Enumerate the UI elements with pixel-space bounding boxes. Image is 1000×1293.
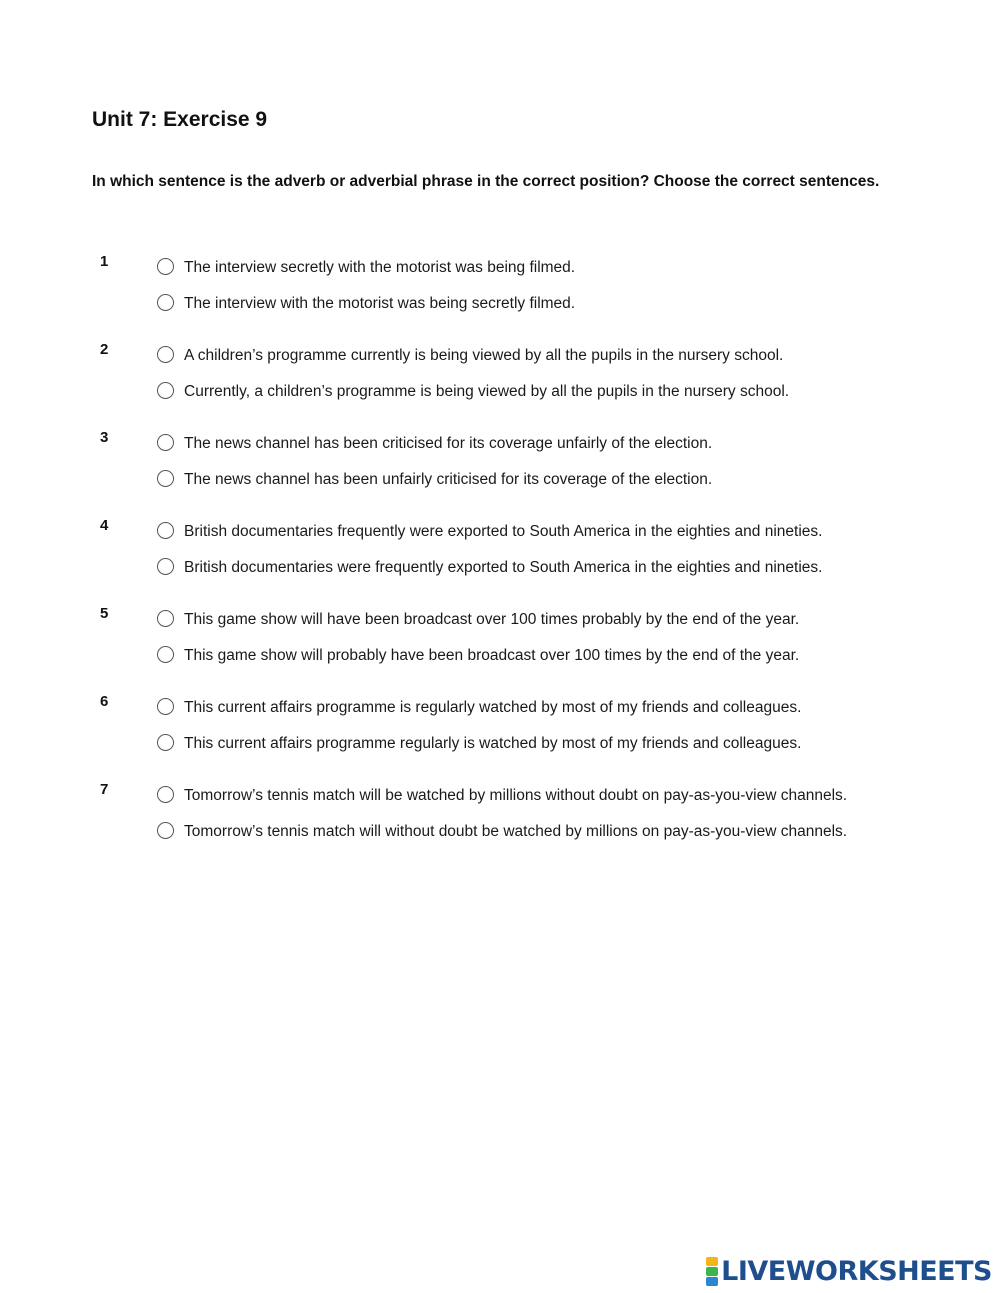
answer-option[interactable] [0,638,864,674]
question-4 [0,514,1000,586]
option-text: Tomorrow’s tennis match will without doubt be watched by millions on pay-as-you-view channels. [184,823,848,840]
answer-option[interactable] [0,550,864,586]
option-text: Tomorrow’s tennis match will be watched by millions without doubt on pay-as-you-view channels. [184,787,848,804]
option-text: Currently, a children’s programme is being viewed by all the pupils in the nursery school. [184,383,790,400]
answer-option[interactable] [0,338,864,374]
option-text: The news channel has been criticised for its coverage unfairly of the election. [184,435,713,452]
logo-block-blue [706,1277,718,1286]
logo-icon [706,1257,718,1286]
question-6 [0,690,1000,762]
radio-button[interactable] [157,434,174,451]
answer-option[interactable] [0,778,864,814]
radio-button[interactable] [157,822,174,839]
logo-block-yellow [706,1257,718,1266]
answer-option[interactable] [0,690,864,726]
radio-button[interactable] [157,346,174,363]
radio-button[interactable] [157,610,174,627]
page-title: Unit 7: Exercise 9 [92,108,268,131]
radio-button[interactable] [157,258,174,275]
option-text: British documentaries frequently were exported to South America in the eighties and nineties. [184,523,823,540]
question-number: 3 [100,429,109,446]
radio-button[interactable] [157,558,174,575]
radio-button[interactable] [157,294,174,311]
question-number: 6 [100,693,109,710]
radio-button[interactable] [157,698,174,715]
radio-button[interactable] [157,382,174,399]
question-number: 4 [100,517,109,534]
answer-option[interactable] [0,462,864,498]
answer-option[interactable] [0,814,864,850]
answer-option[interactable] [0,426,864,462]
question-5 [0,602,1000,674]
liveworksheets-logo [706,1254,992,1288]
radio-button[interactable] [157,470,174,487]
radio-button[interactable] [157,646,174,663]
answer-option[interactable] [0,726,864,762]
question-number: 2 [100,341,109,358]
option-text: This game show will probably have been broadcast over 100 times by the end of the year. [184,647,800,664]
question-list [0,250,1000,866]
option-text: The news channel has been unfairly criticised for its coverage of the election. [184,471,713,488]
question-number: 1 [100,253,109,270]
logo-block-green [706,1267,718,1276]
option-text: The interview secretly with the motorist was being filmed. [184,259,576,276]
question-2 [0,338,1000,410]
option-text: This current affairs programme regularly is watched by most of my friends and colleagues. [184,735,802,752]
answer-option[interactable] [0,374,864,410]
option-text: A children’s programme currently is being viewed by all the pupils in the nursery school. [184,347,784,364]
option-text: British documentaries were frequently exported to South America in the eighties and nineties. [184,559,823,576]
logo-text: LIVEWORKSHEETS [721,1255,992,1287]
question-number: 7 [100,781,109,798]
answer-option[interactable] [0,286,864,322]
option-text: This game show will have been broadcast over 100 times probably by the end of the year. [184,611,800,628]
option-text: The interview with the motorist was being secretly filmed. [184,295,576,312]
question-number: 5 [100,605,109,622]
radio-button[interactable] [157,734,174,751]
answer-option[interactable] [0,250,864,286]
question-7 [0,778,1000,850]
question-1 [0,250,1000,322]
instructions: In which sentence is the adverb or adverbial phrase in the correct position? Choose the correct sentences. [92,173,880,190]
answer-option[interactable] [0,514,864,550]
radio-button[interactable] [157,786,174,803]
answer-option[interactable] [0,602,864,638]
radio-button[interactable] [157,522,174,539]
option-text: This current affairs programme is regularly watched by most of my friends and colleagues. [184,699,802,716]
question-3 [0,426,1000,498]
